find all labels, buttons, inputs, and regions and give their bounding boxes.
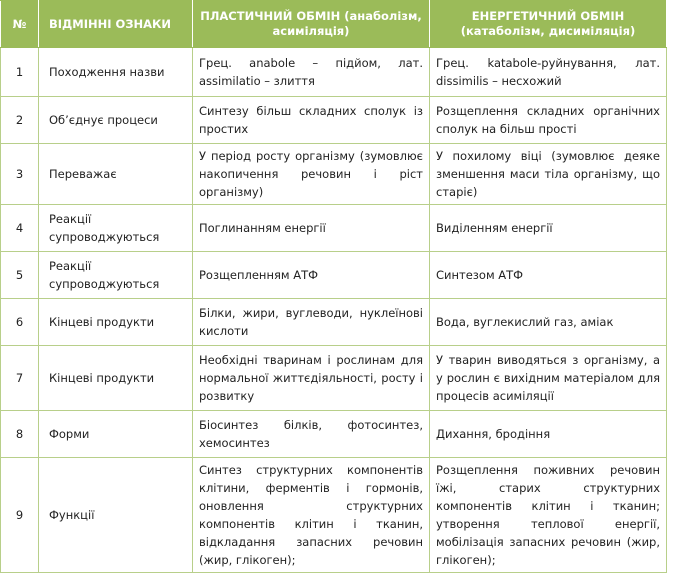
row-feature: Реакції супроводжуються <box>39 205 193 252</box>
header-num: № <box>1 1 39 48</box>
header-energy: ЕНЕРГЕТИЧНИЙ ОБМІН (катаболізм, дисиміляція) <box>430 1 667 48</box>
row-number: 2 <box>1 97 39 144</box>
row-plastic: Синтез структурних компонентів клітини, ферментів і гормонів, оновлення структурних компонентів клітин і тканин, відкладання запасних речовин (жир, глікоген); <box>193 458 430 573</box>
row-number: 5 <box>1 252 39 299</box>
header-feature: ВІДМІННІ ОЗНАКИ <box>39 1 193 48</box>
row-feature: Кінцеві продукти <box>39 299 193 346</box>
row-feature: Походження назви <box>39 48 193 97</box>
table-row <box>1 458 667 573</box>
row-plastic: Поглинанням енергії <box>193 205 430 252</box>
table-row <box>1 205 667 252</box>
row-plastic: Необхідні тваринам і рослинам для нормальної життєдіяльності, росту і розвитку <box>193 346 430 411</box>
table-row <box>1 411 667 458</box>
row-number: 6 <box>1 299 39 346</box>
header-plastic: ПЛАСТИЧНИЙ ОБМІН (анаболізм, асиміляція) <box>193 1 430 48</box>
table-row <box>1 252 667 299</box>
row-number: 1 <box>1 48 39 97</box>
row-plastic: Білки, жири, вуглеводи, нуклеїнові кислоти <box>193 299 430 346</box>
table-row <box>1 299 667 346</box>
row-plastic: Грец. anabole – підйом, лат. assimilatio – злиття <box>193 48 430 97</box>
table-row <box>1 48 667 97</box>
row-energy: У тварин виводяться з організму, а у рослин є вихідним матеріалом для процесів асиміляції <box>430 346 667 411</box>
row-number: 4 <box>1 205 39 252</box>
row-feature: Переважає <box>39 144 193 205</box>
row-energy: Дихання, бродіння <box>430 411 667 458</box>
header-row <box>1 1 667 48</box>
row-number: 3 <box>1 144 39 205</box>
table-header <box>1 1 667 48</box>
row-energy: Виділенням енергії <box>430 205 667 252</box>
row-plastic: Розщепленням АТФ <box>193 252 430 299</box>
table-row <box>1 144 667 205</box>
row-feature: Форми <box>39 411 193 458</box>
row-feature: Кінцеві продукти <box>39 346 193 411</box>
row-energy: Розщеплення поживних речовин їжі, старих структурних компонентів клітин і тканин; утворення теплової енергії, мобілізація запасних речовин (жир, глікоген); <box>430 458 667 573</box>
table-body <box>1 48 667 573</box>
row-plastic: У період росту організму (зумовлює накопичення речовин і ріст організму) <box>193 144 430 205</box>
row-number: 7 <box>1 346 39 411</box>
row-number: 8 <box>1 411 39 458</box>
row-energy: Розщеплення складних органічних сполук на більш прості <box>430 97 667 144</box>
row-plastic: Синтезу більш складних сполук із простих <box>193 97 430 144</box>
table-row <box>1 346 667 411</box>
table-row <box>1 97 667 144</box>
row-energy: Вода, вуглекислий газ, аміак <box>430 299 667 346</box>
row-number: 9 <box>1 458 39 573</box>
row-feature: Функції <box>39 458 193 573</box>
row-feature: Об’єднує процеси <box>39 97 193 144</box>
row-energy: У похилому віці (зумовлює деяке зменшення маси тіла організму, що старіє) <box>430 144 667 205</box>
row-energy: Синтезом АТФ <box>430 252 667 299</box>
row-energy: Грец. katabole-руйнування, лат. dissimilis – несхожий <box>430 48 667 97</box>
row-feature: Реакції супроводжуються <box>39 252 193 299</box>
row-plastic: Біосинтез білків, фотосинтез, хемосинтез <box>193 411 430 458</box>
